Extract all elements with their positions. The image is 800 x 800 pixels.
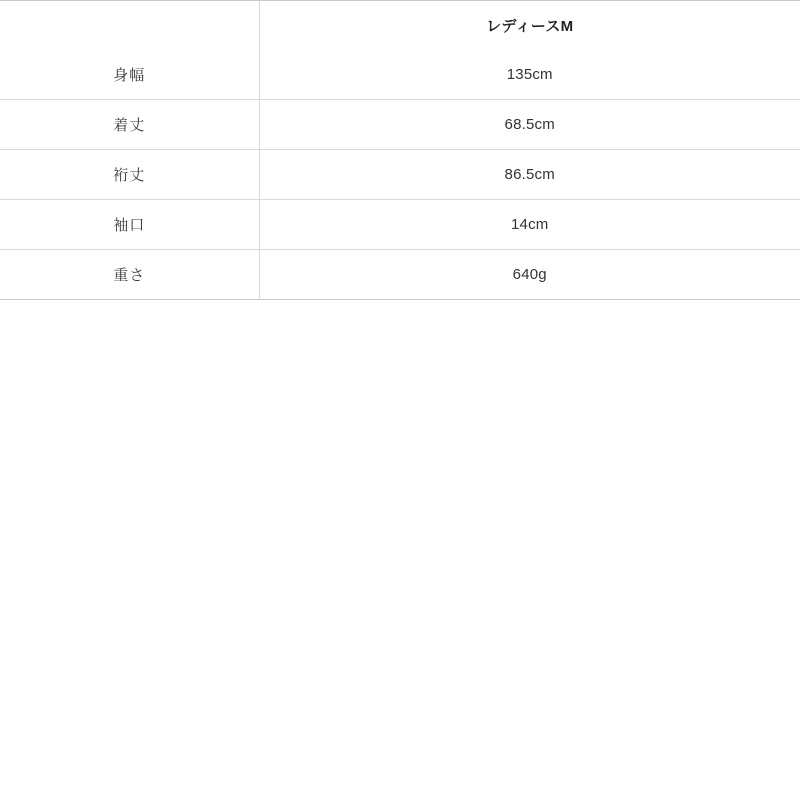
row-value-weight: 640g: [512, 266, 547, 283]
row-value-garment-length: 68.5cm: [259, 100, 800, 150]
row-value-sleeve-length: 86.5cm: [259, 150, 800, 200]
table-row: [0, 200, 800, 250]
row-value-cuff: 14cm: [259, 200, 800, 250]
header-cell-blank: [0, 1, 259, 51]
table-row: [0, 100, 800, 150]
row-label-sleeve-length: 裄丈: [0, 150, 259, 200]
table-row: [0, 150, 800, 200]
header-cell-size: レディースM: [486, 18, 574, 35]
row-label-garment-length: 着丈: [0, 100, 259, 150]
table-row: [0, 50, 800, 100]
table-row: [0, 250, 800, 300]
table-body: [0, 50, 800, 300]
size-specification-table: [0, 0, 800, 300]
row-value-body-width: 135cm: [259, 50, 800, 100]
table-header-row: [0, 1, 800, 51]
row-label-weight: 重さ: [0, 250, 259, 300]
row-label-body-width: 身幅: [0, 50, 259, 100]
table-header: [0, 1, 800, 51]
row-label-cuff: 袖口: [0, 200, 259, 250]
empty-content-area: [0, 300, 800, 800]
